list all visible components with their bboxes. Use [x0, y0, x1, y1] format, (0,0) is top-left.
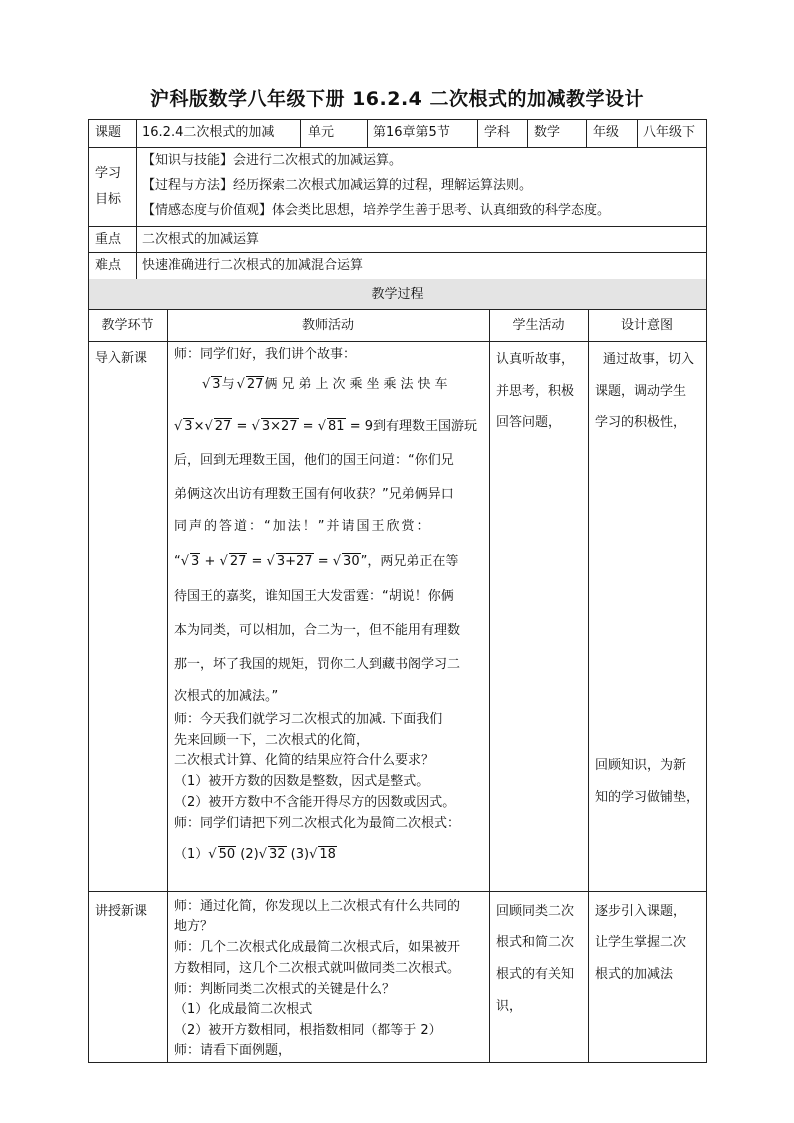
- exercise-line: （1）√ 50 (2)√ 32 (3)√ 18: [174, 847, 336, 862]
- radicand: 3: [184, 419, 193, 434]
- unit-label: 单元: [308, 125, 335, 140]
- intent-line: 课题，调动学生: [595, 384, 687, 399]
- student-line: 识，: [496, 999, 523, 1014]
- radicand: 18: [319, 847, 336, 862]
- row-divider: [88, 147, 707, 148]
- grade-label: 年级: [593, 125, 620, 140]
- table-border-bottom: [88, 1062, 707, 1063]
- teacher-line: 本为同类，可以相加，合二为一，但不能用有理数: [174, 623, 461, 638]
- header-stage: 教学环节: [101, 318, 154, 333]
- process-title: 教学过程: [371, 287, 424, 302]
- column-divider: [367, 119, 368, 147]
- topic-label: 课题: [95, 125, 122, 140]
- goals-label-line1: 学习: [95, 166, 122, 181]
- radicand: 27: [229, 554, 247, 569]
- teacher-line: 二次根式计算、化简的结果应符合什么要求？: [174, 753, 435, 768]
- intent-line: 逐步引入课题，: [595, 904, 687, 919]
- intent-line: 回顾知识，为新: [595, 758, 687, 773]
- teacher-line: 师：同学们请把下列二次根式化为最简二次根式：: [174, 816, 461, 831]
- teacher-line: 师：几个二次根式化成最简二次根式后，如果被开: [174, 940, 461, 955]
- column-divider: [637, 119, 638, 147]
- teacher-line: 次根式的加减法。”: [174, 689, 279, 704]
- intent-line: 知的学习做铺垫，: [595, 790, 700, 805]
- row-divider: [88, 309, 707, 310]
- column-divider: [489, 309, 490, 1063]
- intent-line: 让学生掌握二次: [595, 935, 687, 950]
- goal-item: 【过程与方法】经历探索二次根式加减运算的过程，理解运算法则。: [142, 178, 533, 193]
- radicand: 3: [191, 554, 200, 569]
- teacher-line: 师：请看下面例题，: [174, 1043, 292, 1058]
- student-line: 并思考，积极: [496, 384, 575, 399]
- teacher-line: 师：判断同类二次根式的关键是什么？: [174, 982, 396, 997]
- radicand: 81: [328, 419, 345, 434]
- teacher-line: 先来回顾一下，二次根式的化简，: [174, 733, 370, 748]
- teacher-line: （1）化成最简二次根式: [174, 1002, 313, 1017]
- page-title: 沪科版数学八年级下册 16.2.4 二次根式的加减教学设计: [149, 88, 645, 110]
- row-divider: [88, 252, 707, 253]
- unit-value: 第16章第5节: [373, 125, 450, 140]
- teacher-line: （2）被开方数相同，根指数相同（都等于 2）: [174, 1023, 442, 1038]
- goals-label-line2: 目标: [95, 192, 122, 207]
- header-student: 学生活动: [512, 318, 565, 333]
- header-teacher: 教师活动: [301, 318, 354, 333]
- radicand: 32: [268, 847, 286, 862]
- key-point-value: 二次根式的加减运算: [142, 232, 260, 247]
- topic-value: 16.2.4二次根式的加减: [142, 125, 275, 140]
- column-divider: [477, 119, 478, 147]
- intent-line: 通过故事，切入: [603, 352, 695, 367]
- teacher-line: 那一，坏了我国的规矩，罚你二人到藏书阁学习二: [174, 657, 461, 672]
- goal-item: 【知识与技能】会进行二次根式的加减运算。: [142, 153, 403, 168]
- multiply-equation: √ 3×√ 27 = √ 3×27 = √ 81 = 9到有理数王国游玩: [174, 419, 478, 434]
- difficulty-value: 快速准确进行二次根式的加减混合运算: [142, 258, 364, 273]
- teacher-line: 待国王的嘉奖，谁知国王大发雷霆：“胡说！你俩: [174, 589, 454, 604]
- teacher-line: （2）被开方数中不含能开得尽方的因数或因式。: [174, 795, 456, 810]
- teacher-line: 地方？: [174, 919, 214, 934]
- teacher-line: 弟俩这次出访有理数王国有何收获？”兄弟俩异口: [174, 487, 454, 502]
- radicand: 3×27: [261, 419, 298, 434]
- radicand: 50: [218, 847, 236, 862]
- teacher-line: 同声的答道：“加法！”并请国王欣赏：: [174, 519, 432, 534]
- radicand: 27: [246, 377, 264, 392]
- table-border-left: [88, 119, 89, 1063]
- key-point-label: 重点: [95, 232, 122, 247]
- table-border-right: [706, 119, 707, 1063]
- radicand: 3: [212, 377, 221, 392]
- teacher-line: 后，回到无理数王国，他们的国王问道：“你们兄: [174, 453, 454, 468]
- stage-intro: 导入新课: [95, 351, 148, 366]
- column-divider: [167, 309, 168, 1063]
- subject-label: 学科: [484, 125, 511, 140]
- teacher-line: 师：通过化简，你发现以上二次根式有什么共同的: [174, 899, 461, 914]
- intent-line: 根式的加减法: [595, 967, 674, 982]
- grade-value: 八年级下: [643, 125, 696, 140]
- student-line: 回顾同类二次: [496, 904, 575, 919]
- column-divider: [588, 309, 589, 1063]
- student-line: 根式和简二次: [496, 935, 575, 950]
- radicand: 30: [343, 554, 360, 569]
- difficulty-label: 难点: [95, 258, 122, 273]
- column-divider: [527, 119, 528, 147]
- addition-equation: “√ 3 + √ 27 = √ 3+27 = √ 30”，两兄弟正在等: [174, 554, 459, 569]
- radicand: 27: [214, 419, 232, 434]
- student-line: 认真听故事，: [496, 352, 575, 367]
- column-divider: [136, 119, 137, 279]
- column-divider: [300, 119, 301, 147]
- row-divider: [88, 891, 707, 892]
- student-line: 回答问题，: [496, 415, 562, 430]
- teacher-line: （1）被开方数的因数是整数，因式是整式。: [174, 774, 430, 789]
- stage-new-lesson: 讲授新课: [95, 904, 148, 919]
- intent-line: 学习的积极性，: [595, 415, 687, 430]
- column-divider: [586, 119, 587, 147]
- teacher-line: 师：今天我们就学习二次根式的加减. 下面我们: [174, 712, 443, 727]
- goal-item: 【情感态度与价值观】体会类比思想，培养学生善于思考、认真细致的科学态度。: [142, 203, 611, 218]
- student-line: 根式的有关知: [496, 967, 575, 982]
- radicand: 3+27: [276, 554, 313, 569]
- row-divider: [88, 226, 707, 227]
- teacher-line: 方数相同，这几个二次根式就叫做同类二次根式。: [174, 961, 461, 976]
- row-divider: [88, 341, 707, 342]
- teacher-line: 师：同学们好，我们讲个故事：: [174, 347, 357, 362]
- table-border-top: [88, 119, 707, 120]
- story-sentence: √ 3与√ 27俩兄弟上次乘坐乘法快车: [202, 377, 452, 392]
- header-intent: 设计意图: [620, 318, 673, 333]
- subject-value: 数学: [534, 125, 561, 140]
